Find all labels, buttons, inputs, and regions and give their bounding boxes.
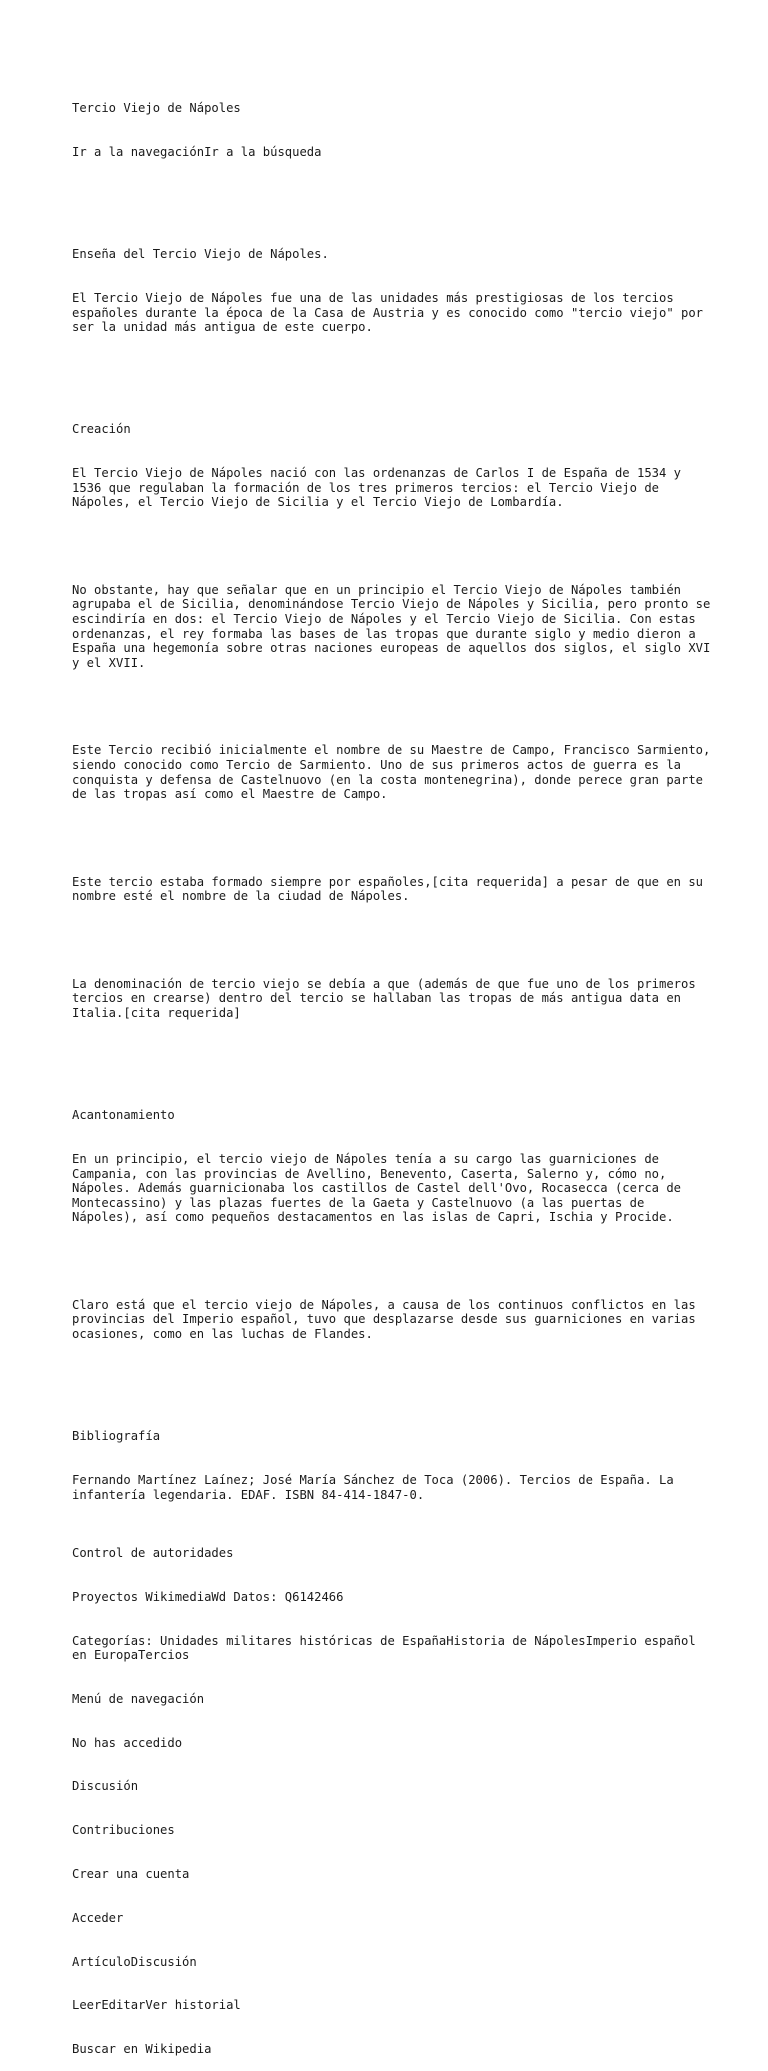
paragraph: El Tercio Viejo de Nápoles nació con las ordenanzas de Carlos I de España de 1534 y 1536 que regulaban la formación de los tres primeros tercios: el Tercio Viejo de Nápoles, el Tercio Viejo de Sicilia y el Tercio Viejo de Lombardía. [72, 466, 689, 510]
skip-links[interactable]: Ir a la navegaciónIr a la búsqueda [72, 144, 322, 159]
spacer [72, 364, 712, 379]
paragraph: Claro está que el tercio viejo de Nápoles, a causa de los continuos conflictos en las provincias del Imperio español, tuvo que desplazarse desde sus guarniciones en varias ocasiones, como en las luchas de Flandes. [72, 1297, 704, 1342]
talk-link[interactable]: Discusión [72, 1779, 139, 1794]
bibliography-entry: Fernando Martínez Laínez; José María Sánchez de Toca (2006). Tercios de España. La infantería legendaria. EDAF. ISBN 84-414-1847-0. [72, 1473, 682, 1502]
search-wikipedia-label[interactable]: Buscar en Wikipedia [72, 2042, 212, 2057]
paragraph: En un principio, el tercio viejo de Nápoles tenía a su cargo las guarniciones de Campania, con las provincias de Avellino, Benevento, Caserta, Salerno y, cómo no, Nápoles. Además guarnicionaba los castillos de Castel dell'Ovo, Rocasecca (cerca de Montecassino) y las plazas fuertes de la Gaeta y Castelnuovo (a las puertas de Nápoles), así como pequeños destacamentos en las islas de Capri, Ischia y Procide. [72, 1151, 689, 1225]
spacer [72, 1254, 712, 1269]
paragraph: Este tercio estaba formado siempre por españoles,[cita requerida] a pesar de que en su nombre esté el nombre de la ciudad de Nápoles. [72, 874, 711, 904]
section-heading-bibliografia: Bibliografía [72, 1429, 161, 1444]
contributions-link[interactable]: Contribuciones [72, 1823, 175, 1838]
spacer [72, 539, 712, 554]
section-heading-acantonamiento: Acantonamiento [72, 1108, 175, 1123]
login-link[interactable]: Acceder [72, 1910, 124, 1925]
intro-paragraph: El Tercio Viejo de Nápoles fue una de las unidades más prestigiosas de los tercios españoles durante la época de la Casa de Austria y es conocido como "tercio viejo" por ser la unidad más antigua de este cuerpo. [72, 290, 711, 335]
article-talk-tabs[interactable]: ArtículoDiscusión [72, 1954, 197, 1969]
paragraph: No obstante, hay que señalar que en un principio el Tercio Viejo de Nápoles también agrupaba el de Sicilia, denominándose Tercio Viejo de Nápoles y Sicilia, pero pronto se escindiría en dos: el Tercio Viejo de Nápoles y el Tercio Viejo de Sicilia. Con estas ordenanzas, el rey formaba las bases de las tropas que durante siglo y medio dieron a España una hegemonía sobre otras naciones europeas de aquellos dos siglos, el siglo XVI y el XVII. [72, 582, 718, 670]
spacer [72, 831, 712, 846]
spacer [72, 933, 712, 948]
not-logged-in-text: No has accedido [72, 1735, 183, 1750]
paragraph: Este Tercio recibió inicialmente el nombre de su Maestre de Campo, Francisco Sarmiento, siendo conocido como Tercio de Sarmiento. Uno de sus primeros actos de guerra es la conquista y defensa de Castelnuovo (en la costa montenegrina), donde perece gran parte de las tropas así como el Maestre de Campo. [72, 743, 718, 802]
categories-list[interactable]: Categorías: Unidades militares históricas de EspañaHistoria de NápolesImperio español en EuropaTercios [72, 1633, 704, 1663]
document-body [72, 72, 718, 2071]
spacer [72, 1050, 712, 1065]
image-caption: Enseña del Tercio Viejo de Nápoles. [72, 247, 329, 262]
page-title: Tercio Viejo de Nápoles [72, 101, 241, 116]
read-edit-history-tabs[interactable]: LeerEditarVer historial [72, 1998, 241, 2013]
section-heading-creacion: Creación [72, 422, 131, 437]
spacer [72, 700, 712, 715]
spacer [72, 189, 712, 204]
wikimedia-projects-link[interactable]: Proyectos WikimediaWd Datos: Q6142466 [72, 1589, 344, 1604]
paragraph: La denominación de tercio viejo se debía a que (además de que fue uno de los primeros tercios en crearse) dentro del tercio se hallaban las tropas de más antigua data en Italia.[cita requerida] [72, 976, 704, 1020]
navigation-menu-heading: Menú de navegación [72, 1691, 205, 1706]
create-account-link[interactable]: Crear una cuenta [72, 1867, 190, 1882]
authority-control-link[interactable]: Control de autoridades [72, 1545, 234, 1560]
spacer [72, 1371, 712, 1386]
